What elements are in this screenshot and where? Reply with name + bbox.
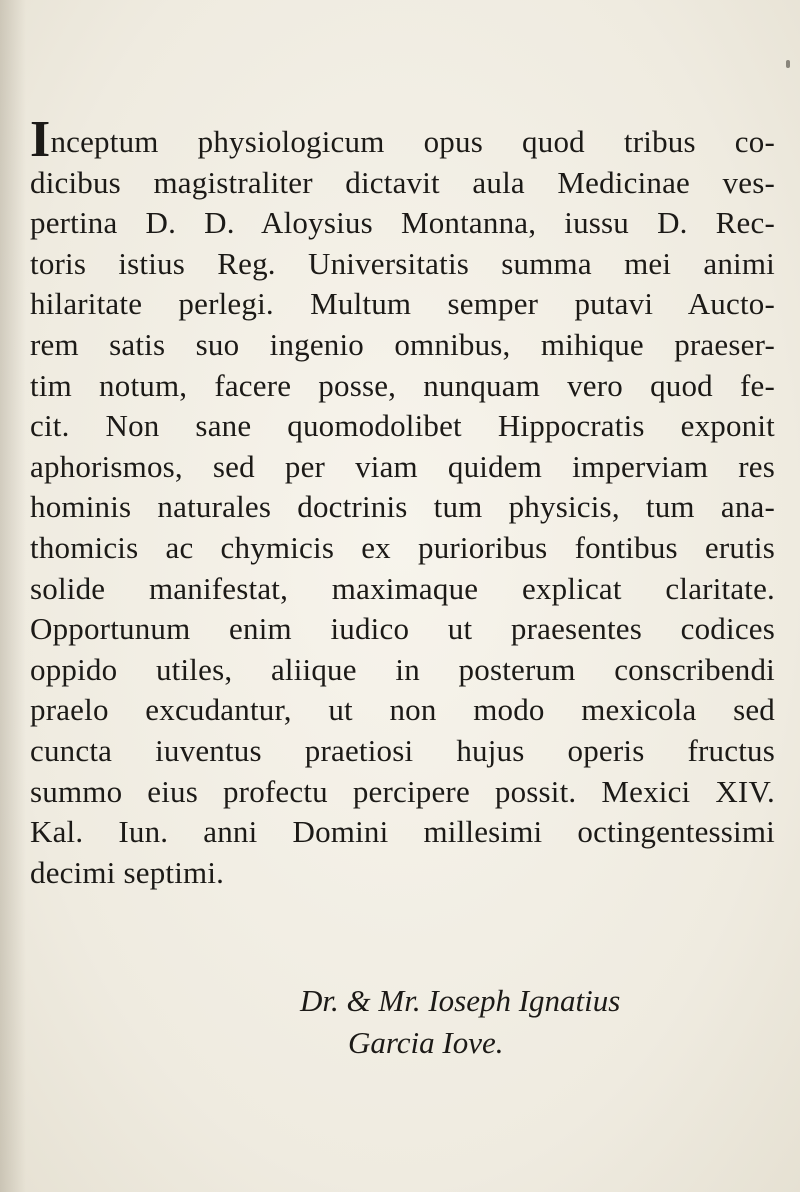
- text-line-11: thomicis ac chymicis ex purioribus fontibus erutis: [30, 529, 775, 565]
- text-line-19: decimi septimi.: [30, 854, 225, 890]
- text-line-1: Inceptum physiologicum opus quod tribus co-: [30, 111, 775, 168]
- text-line-8: cit. Non sane quomodolibet Hippocratis exponit: [30, 408, 775, 444]
- approbation-text: [30, 111, 775, 893]
- text-line-3: pertina D. D. Aloysius Montanna, iussu D. Rec-: [30, 205, 775, 241]
- text-line-18: Kal. Iun. anni Domini millesimi octingentessimi: [30, 814, 775, 850]
- text-line-4: toris istius Reg. Universitatis summa mei animi: [30, 245, 775, 281]
- text-line-9: aphorismos, sed per viam quidem imperviam res: [30, 448, 775, 484]
- text-line-16: cuncta iuventus praetiosi hujus operis fructus: [30, 732, 775, 768]
- text-line-5: hilaritate perlegi. Multum semper putavi Aucto-: [30, 286, 775, 322]
- text-line-10: hominis naturales doctrinis tum physicis, tum ana-: [30, 489, 775, 525]
- text-line-14: oppido utiles, aliique in posterum conscribendi: [30, 651, 775, 687]
- text-line-2: dicibus magistraliter dictavit aula Medicinae ves-: [30, 164, 775, 200]
- text-line-6: rem satis suo ingenio omnibus, mihique praeser-: [30, 326, 775, 362]
- text-line-12: solide manifestat, maximaque explicat claritate.: [30, 570, 775, 606]
- drop-cap: I: [30, 111, 51, 168]
- text-line-17: summo eius profectu percipere possit. Mexici XIV.: [30, 773, 775, 809]
- text-line-13: Opportunum enim iudico ut praesentes codices: [30, 611, 775, 647]
- signature-name: Dr. & Mr. Ioseph Ignatius: [300, 983, 621, 1018]
- text-line-15: praelo excudantur, ut non modo mexicola sed: [30, 692, 775, 728]
- text-line-7: tim notum, facere posse, nunquam vero quod fe-: [30, 367, 775, 403]
- binding-shadow: [0, 0, 26, 1192]
- signature-surname: Garcia Iove.: [348, 1025, 504, 1060]
- ink-mark: [786, 60, 790, 68]
- signature-block: [300, 980, 720, 1064]
